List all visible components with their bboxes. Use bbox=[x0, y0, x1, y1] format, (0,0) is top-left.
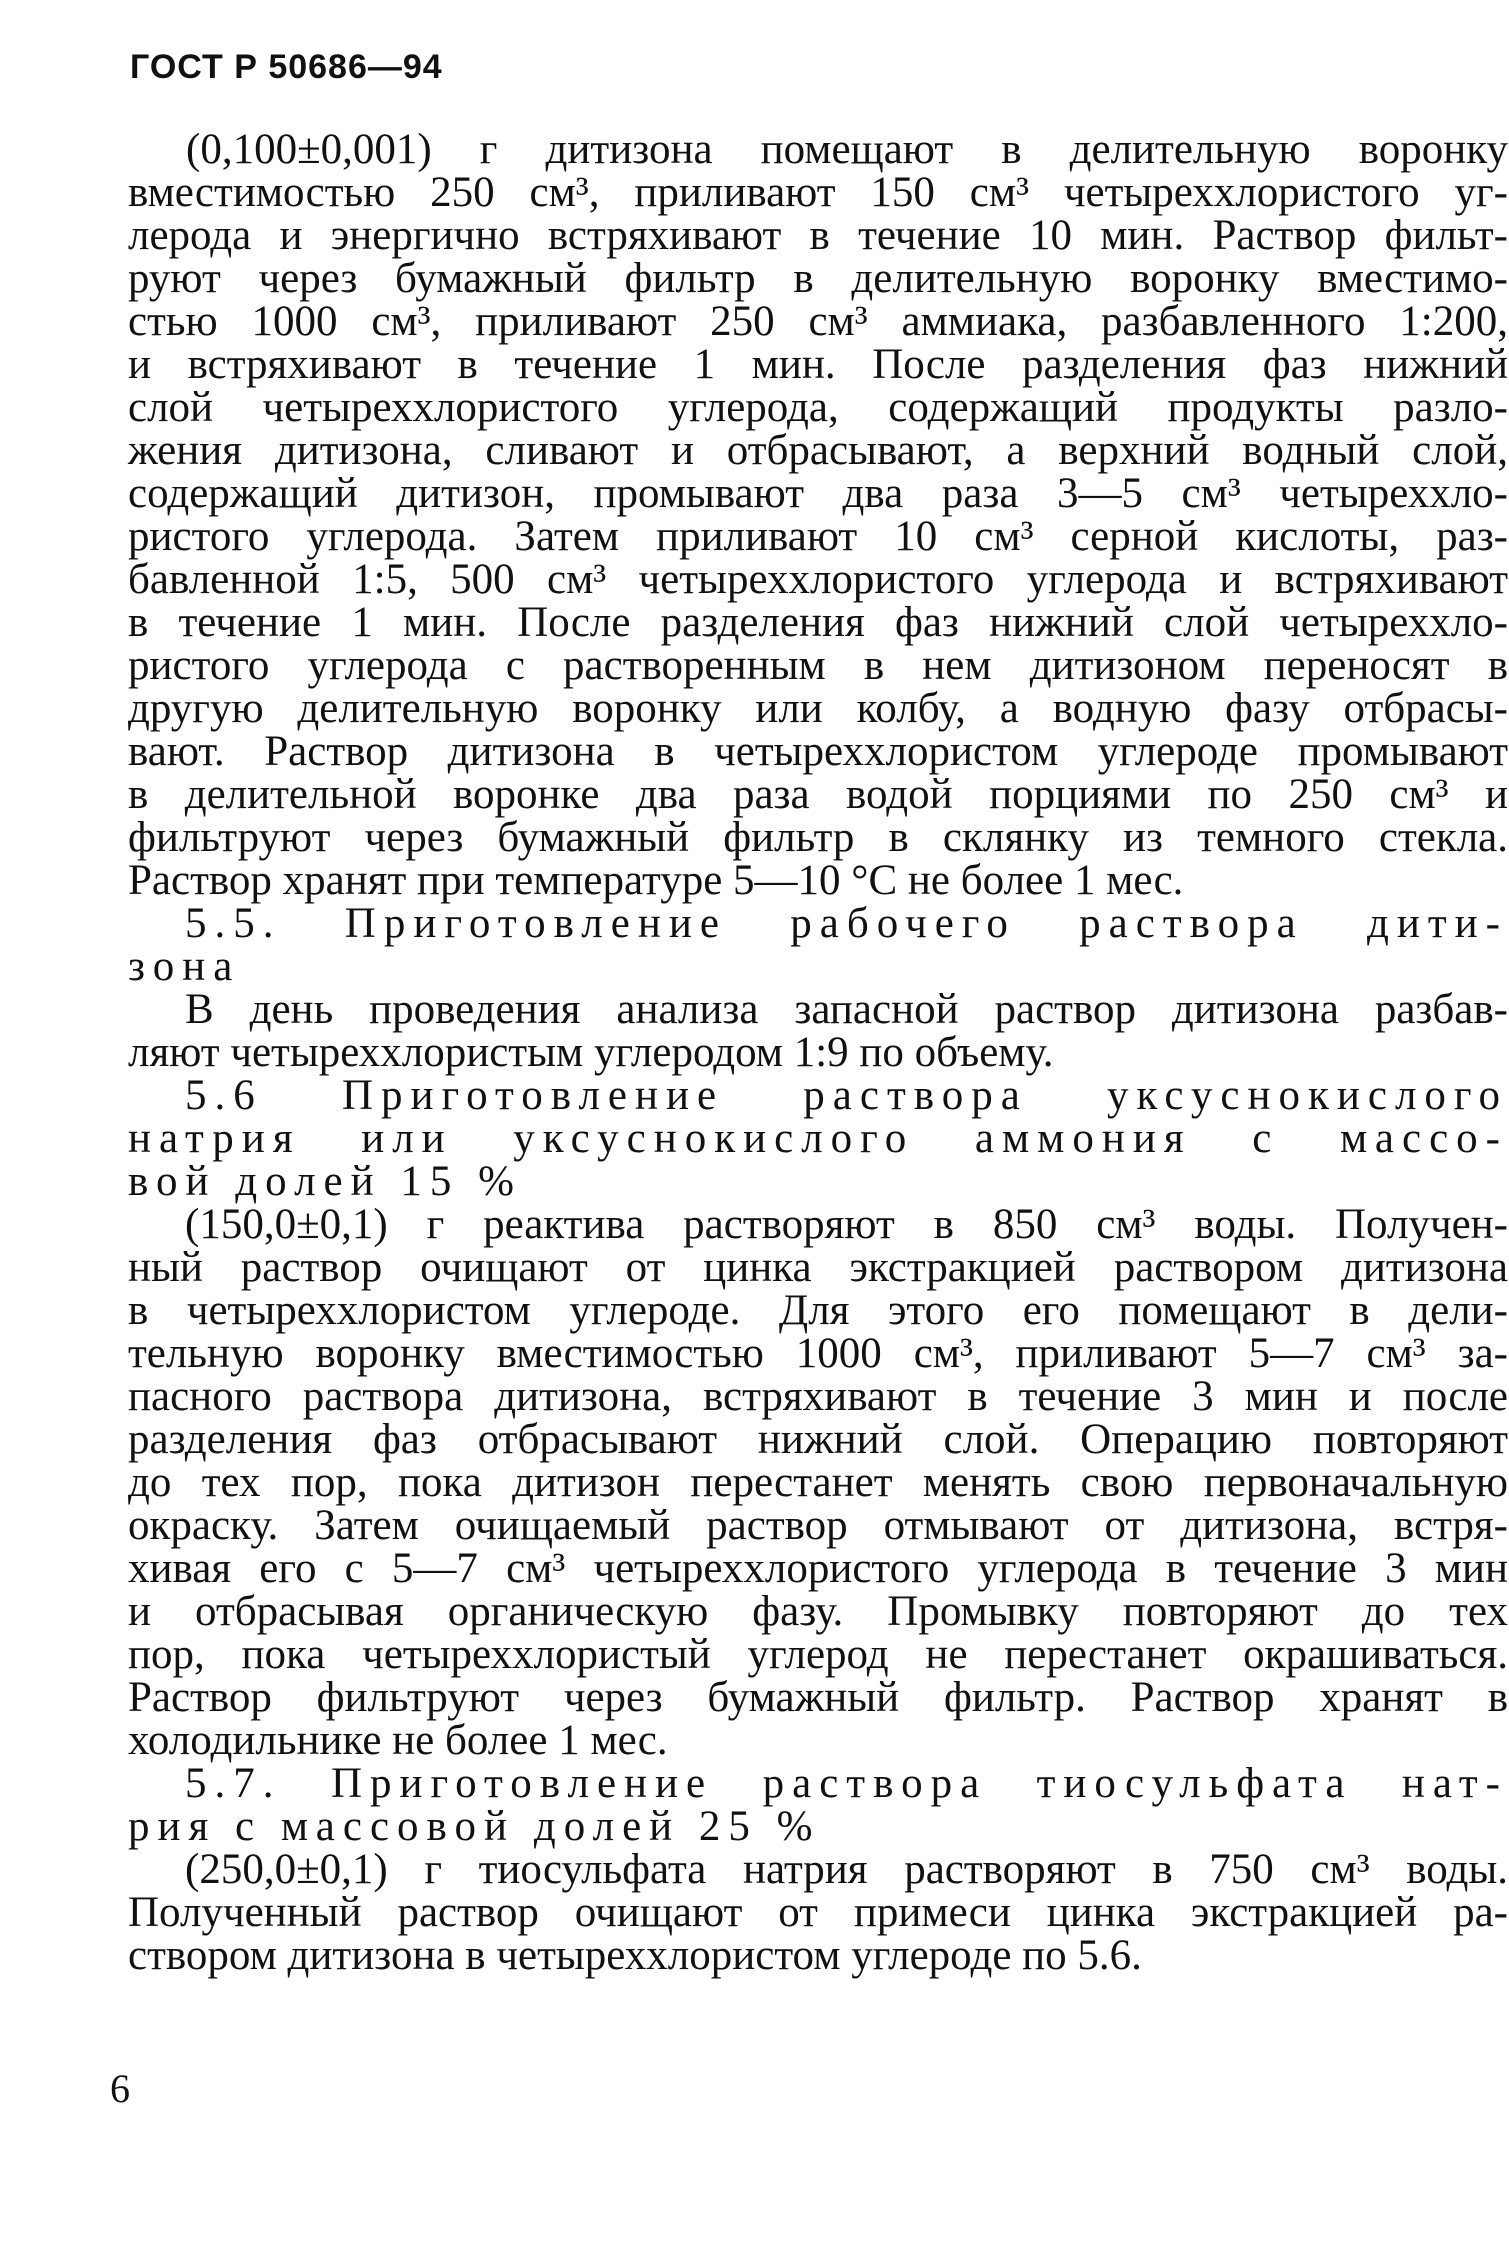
text-line: жения дитизона, сливают и отбрасывают, а верхний водный слой, bbox=[128, 427, 1508, 474]
text-line: вают. Раствор дитизона в четыреххлористом углероде промывают bbox=[128, 728, 1508, 775]
text-line: холодильнике не более 1 мес. bbox=[128, 1717, 668, 1764]
text-line: (150,0±0,1) г реактива растворяют в 850 см³ воды. Получен- bbox=[185, 1201, 1508, 1248]
text-line: в четыреххлористом углероде. Для этого его помещают в дели- bbox=[128, 1287, 1508, 1334]
text-line: фильтруют через бумажный фильтр в склянку из темного стекла. bbox=[128, 814, 1508, 861]
document-header: ГОСТ Р 50686—94 bbox=[130, 48, 443, 86]
text-line: в течение 1 мин. После разделения фаз нижний слой четыреххло- bbox=[128, 599, 1508, 646]
text-line: другую делительную воронку или колбу, а водную фазу отбрасы- bbox=[128, 685, 1508, 732]
text-line: лерода и энергично встряхивают в течение 10 мин. Раствор фильт- bbox=[128, 212, 1508, 259]
text-line: бавленной 1:5, 500 см³ четыреххлористого углерода и встряхивают bbox=[128, 556, 1508, 603]
text-line: створом дитизона в четыреххлористом углероде по 5.6. bbox=[128, 1932, 1142, 1979]
text-line: разделения фаз отбрасывают нижний слой. Операцию повторяют bbox=[128, 1416, 1508, 1463]
section-heading-5-7: 5.7. Приготовление раствора тиосульфата нат- bbox=[185, 1760, 1508, 1807]
text-line: ный раствор очищают от цинка экстракцией раствором дитизона bbox=[128, 1244, 1508, 1291]
text-line: ристого углерода с растворенным в нем дитизоном переносят в bbox=[128, 642, 1508, 689]
text-line: В день проведения анализа запасной раствор дитизона разбав- bbox=[185, 986, 1508, 1033]
text-line: ристого углерода. Затем приливают 10 см³ серной кислоты, раз- bbox=[128, 513, 1508, 560]
text-line: ляют четыреххлористым углеродом 1:9 по объему. bbox=[128, 1029, 1054, 1076]
text-line: пасного раствора дитизона, встряхивают в течение 3 мин и после bbox=[128, 1373, 1508, 1420]
page-number: 6 bbox=[110, 2066, 130, 2111]
section-heading-5-6: 5.6 Приготовление раствора уксуснокислого bbox=[185, 1072, 1508, 1119]
text-line: руют через бумажный фильтр в делительную воронку вместимо- bbox=[128, 255, 1508, 302]
text-line: Раствор хранят при температуре 5—10 °С не более 1 мес. bbox=[128, 857, 1184, 904]
text-line: окраску. Затем очищаемый раствор отмывают от дитизона, встря- bbox=[128, 1502, 1508, 1549]
text-line: и отбрасывая органическую фазу. Промывку повторяют до тех bbox=[128, 1588, 1508, 1635]
text-line: содержащий дитизон, промывают два раза 3—5 см³ четыреххло- bbox=[128, 470, 1508, 517]
text-line: пор, пока четыреххлористый углерод не перестанет окрашиваться. bbox=[128, 1631, 1508, 1678]
text-line: вместимостью 250 см³, приливают 150 см³ четыреххлористого уг- bbox=[128, 169, 1508, 216]
text-line: тельную воронку вместимостью 1000 см³, приливают 5—7 см³ за- bbox=[128, 1330, 1508, 1377]
section-heading-5-7-cont: рия с массовой долей 25 % bbox=[128, 1803, 821, 1850]
document-body bbox=[128, 128, 1508, 1977]
text-line: (0,100±0,001) г дитизона помещают в делительную воронку bbox=[186, 126, 1508, 173]
text-line: слой четыреххлористого углерода, содержащий продукты разло- bbox=[128, 384, 1508, 431]
section-heading-5-5: 5.5. Приготовление рабочего раствора дити- bbox=[185, 900, 1508, 947]
section-heading-5-6-cont: натрия или уксуснокислого аммония с массо- bbox=[128, 1115, 1508, 1162]
text-line: Раствор фильтруют через бумажный фильтр. Раствор хранят в bbox=[128, 1674, 1508, 1721]
section-heading-5-5-cont: зона bbox=[128, 943, 241, 990]
text-line: (250,0±0,1) г тиосульфата натрия растворяют в 750 см³ воды. bbox=[185, 1846, 1508, 1893]
text-line: хивая его с 5—7 см³ четыреххлористого углерода в течение 3 мин bbox=[128, 1545, 1508, 1592]
text-line: и встряхивают в течение 1 мин. После разделения фаз нижний bbox=[128, 341, 1508, 388]
section-heading-5-6-end: вой долей 15 % bbox=[128, 1158, 522, 1205]
text-line: Полученный раствор очищают от примеси цинка экстракцией ра- bbox=[128, 1889, 1508, 1936]
text-line: стью 1000 см³, приливают 250 см³ аммиака, разбавленного 1:200, bbox=[128, 298, 1508, 345]
text-line: в делительной воронке два раза водой порциями по 250 см³ и bbox=[128, 771, 1508, 818]
text-line: до тех пор, пока дитизон перестанет менять свою первоначальную bbox=[128, 1459, 1508, 1506]
